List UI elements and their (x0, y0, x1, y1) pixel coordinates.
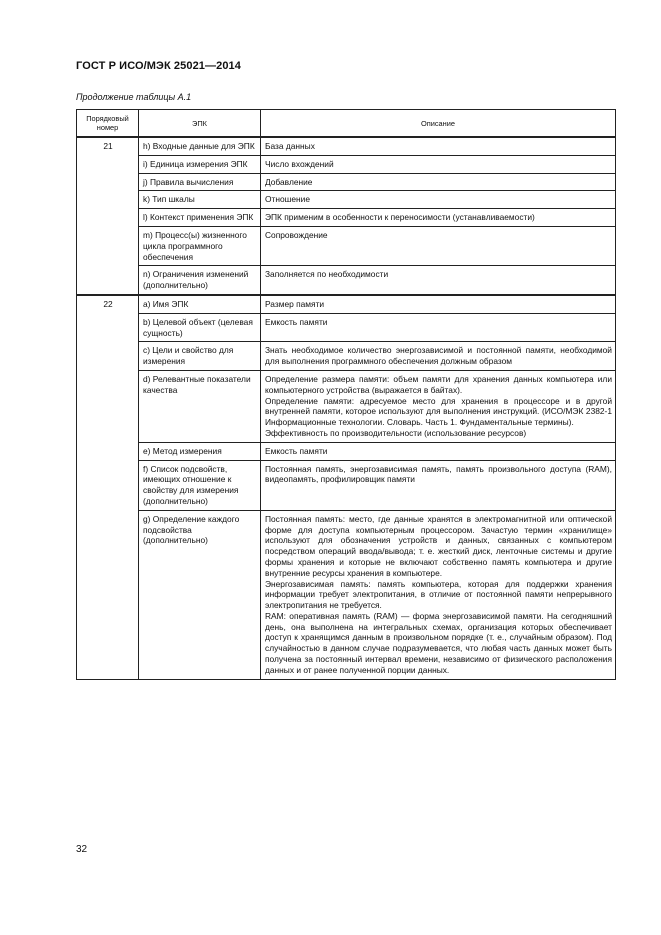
table-row (77, 460, 616, 510)
description-cell (261, 510, 616, 679)
row-number: 22 (77, 295, 139, 679)
table-header-row (77, 110, 616, 138)
spec-table (76, 109, 616, 680)
description-paragraph: Энергозависимая память: память компьютера, которая для поддержки хранения информации требует электропитания, в отличие от постоянной памяти непрерывного электропитания не требуется. (265, 578, 612, 611)
description-cell (261, 295, 616, 313)
description-paragraph: Определение размера памяти: объем памяти для хранения данных компьютера или компьютерного устройства (выражается в байтах). (265, 373, 612, 395)
description-cell (261, 460, 616, 510)
table-row (77, 226, 616, 265)
description-cell (261, 226, 616, 265)
description-paragraph: Число вхождений (265, 158, 334, 169)
epk-cell: d) Релевантные показатели качества (139, 370, 261, 442)
description-cell (261, 137, 616, 155)
epk-cell: b) Целевой объект (целевая сущность) (139, 313, 261, 342)
table-row (77, 510, 616, 679)
description-paragraph: Знать необходимое количество энергозависимой и постоянной памяти, необходимой для выполнения программного обеспечения должным образом (265, 345, 612, 367)
description-cell (261, 370, 616, 442)
row-number: 21 (77, 137, 139, 295)
table-row (77, 342, 616, 371)
description-paragraph: ЭПК применим в особенности к переносимости (устанавливаемости) (265, 212, 535, 223)
description-cell (261, 173, 616, 191)
epk-cell: k) Тип шкалы (139, 191, 261, 209)
description-paragraph: Заполняется по необходимости (265, 269, 389, 280)
table-row (77, 137, 616, 155)
table-row (77, 313, 616, 342)
column-header-description: Описание (261, 110, 616, 138)
epk-cell: h) Входные данные для ЭПК (139, 137, 261, 155)
description-cell (261, 155, 616, 173)
epk-cell: g) Определение каждого подсвойства (дополнительно) (139, 510, 261, 679)
description-paragraph: RAM: оперативная память (RAM) — форма энергозависимой памяти. На сегодняшний день, она выполнена на интегральных схемах, организация которых обеспечивает доступ к хранящимся данным в произвольном порядке (т. е., случайным образом). Под случайностью в данном случае подразумевается, что любая часть данных может быть получена за постоянный интервал времени, независимо от физического расположения данных и от ранее полученной порции данных. (265, 610, 612, 675)
epk-cell: n) Ограничения изменений (дополнительно) (139, 266, 261, 295)
description-paragraph: Добавление (265, 176, 313, 187)
epk-cell: j) Правила вычисления (139, 173, 261, 191)
description-cell (261, 342, 616, 371)
epk-cell: i) Единица измерения ЭПК (139, 155, 261, 173)
epk-cell: c) Цели и свойство для измерения (139, 342, 261, 371)
description-cell (261, 313, 616, 342)
epk-cell: a) Имя ЭПК (139, 295, 261, 313)
description-paragraph: Емкость памяти (265, 445, 328, 456)
epk-cell: f) Список подсвойств, имеющих отношение к свойству для измерения (дополнительно) (139, 460, 261, 510)
table-row (77, 295, 616, 313)
description-paragraph: Определение памяти: адресуемое место для хранения в процессоре и в другой внутренней памяти, которое используют для выполнения инструкций. (ИСО/МЭК 2382-1 Информационные технологии. Словарь. Часть 1. Фундаментальные термины). (265, 395, 612, 428)
epk-cell: e) Метод измерения (139, 442, 261, 460)
description-paragraph: Сопровождение (265, 229, 328, 240)
table-row (77, 442, 616, 460)
table-row (77, 370, 616, 442)
table-body (77, 137, 616, 679)
table-caption: Продолжение таблицы А.1 (76, 92, 192, 102)
description-cell (261, 191, 616, 209)
description-cell (261, 266, 616, 295)
table-row (77, 155, 616, 173)
table-row (77, 191, 616, 209)
epk-cell: m) Процесс(ы) жизненного цикла программного обеспечения (139, 226, 261, 265)
description-cell (261, 442, 616, 460)
page-number: 32 (76, 844, 88, 855)
description-paragraph: Отношение (265, 194, 310, 205)
epk-cell: l) Контекст применения ЭПК (139, 209, 261, 227)
description-paragraph: Размер памяти (265, 298, 325, 309)
description-paragraph: Емкость памяти (265, 316, 328, 327)
description-paragraph: Эффективность по производительности (использование ресурсов) (265, 427, 527, 438)
description-paragraph: Постоянная память, энергозависимая память, память произвольного доступа (RAM), видеопамять, профилировщик памяти (265, 463, 612, 485)
document-title: ГОСТ Р ИСО/МЭК 25021—2014 (76, 60, 241, 72)
description-paragraph: База данных (265, 141, 315, 151)
table-row (77, 173, 616, 191)
description-cell (261, 209, 616, 227)
table-row (77, 209, 616, 227)
description-paragraph: Постоянная память: место, где данные хранятся в электромагнитной или оптической форме для доступа компьютерным процессором. Зачастую термин «хранилище» используют для обозначения устройств и данных, связанных с компьютером посредством операций ввода/вывода; т. е. жесткий диск, ленточные системы и другие формы хранения и которые не включают собственно память компьютера и другие внутренние ресурсы хранения в компьютере. (265, 513, 612, 578)
table-row (77, 266, 616, 295)
column-header-epk: ЭПК (139, 110, 261, 138)
column-header-number: Порядковый номер (77, 110, 139, 138)
